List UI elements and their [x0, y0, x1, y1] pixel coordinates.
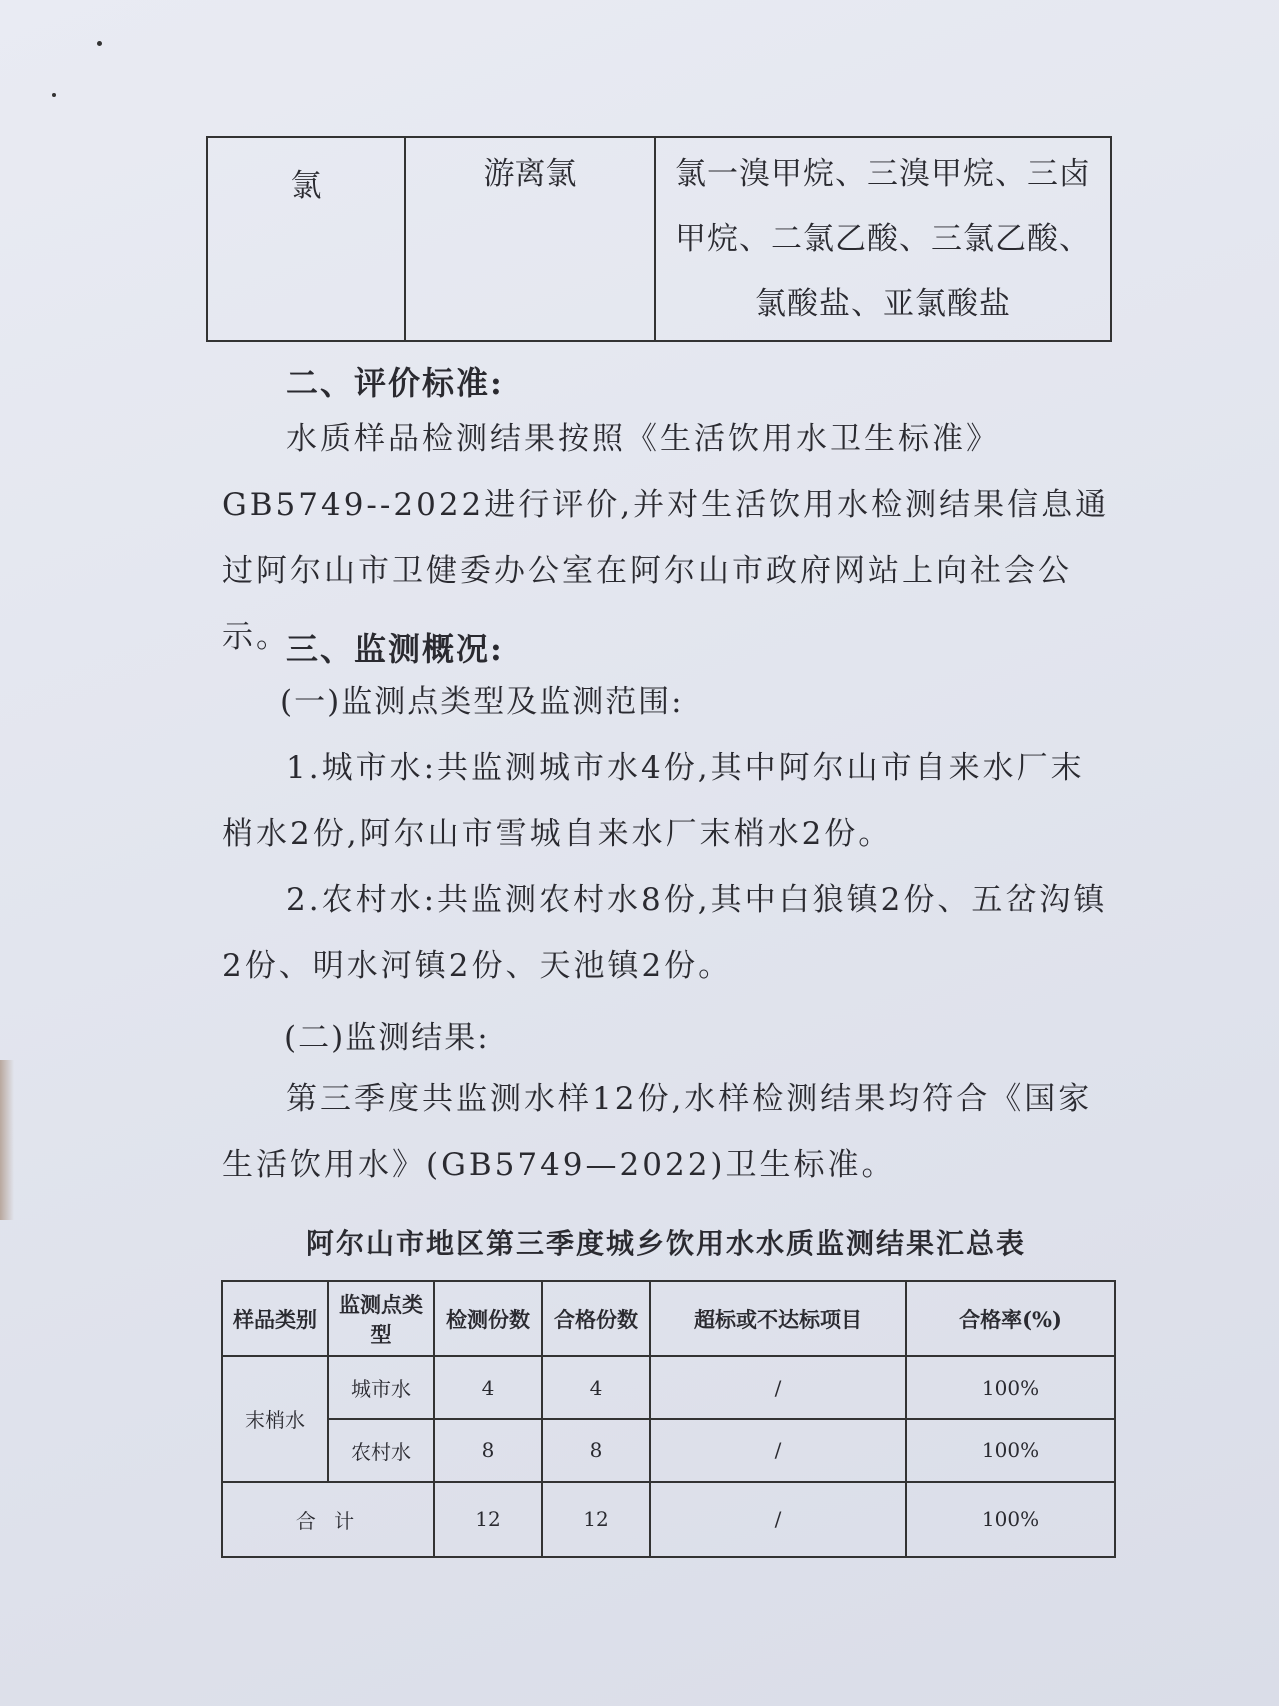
- section-heading-standards: 二、评价标准:: [286, 364, 504, 402]
- rate-cell: 100%: [906, 1419, 1115, 1482]
- subheading-scope: (一)监测点类型及监测范围:: [280, 684, 684, 720]
- table-row: [222, 1419, 1115, 1482]
- city-water-paragraph: [222, 735, 1110, 867]
- table-row: [222, 1356, 1115, 1419]
- header-cell: 样品类别: [222, 1281, 328, 1356]
- passed-cell: 8: [542, 1419, 650, 1482]
- table-header-row: [222, 1281, 1115, 1356]
- top-table-cell-1: 氯: [207, 137, 405, 341]
- top-table-line: 氯一溴甲烷、三溴甲烷、三卤: [675, 156, 1091, 192]
- subheading-results: (二)监测结果:: [284, 1020, 490, 1056]
- top-table-cell-2: 游离氯: [405, 137, 655, 341]
- results-paragraph: [222, 1066, 1110, 1198]
- results-text: 第三季度共监测水样12份,水样检测结果均符合《国家生活饮用水》(GB5749—2022)卫生标准。: [222, 1081, 1093, 1183]
- header-cell: 合格份数: [542, 1281, 650, 1356]
- punch-mark: [97, 41, 102, 46]
- city-water-text: 1.城市水:共监测城市水4份,其中阿尔山市自来水厂末梢水2份,阿尔山市雪城自来水厂末梢水2份。: [222, 750, 1085, 852]
- category-cell: 末梢水: [222, 1356, 328, 1482]
- header-cell: 监测点类型: [328, 1281, 434, 1356]
- exceed-cell: /: [650, 1419, 906, 1482]
- top-table: [206, 136, 1112, 342]
- rural-water-paragraph: [222, 867, 1110, 999]
- rate-cell: 100%: [906, 1482, 1115, 1557]
- top-table-cell-3: [655, 137, 1111, 341]
- header-cell: 合格率(%): [906, 1281, 1115, 1356]
- type-cell: 农村水: [328, 1419, 434, 1482]
- header-cell: 超标或不达标项目: [650, 1281, 906, 1356]
- rate-cell: 100%: [906, 1356, 1115, 1419]
- table-total-row: [222, 1482, 1115, 1557]
- rural-water-text: 2.农村水:共监测农村水8份,其中白狼镇2份、五岔沟镇2份、明水河镇2份、天池镇2份。: [222, 882, 1108, 984]
- results-table: [221, 1280, 1116, 1558]
- passed-cell: 12: [542, 1482, 650, 1557]
- punch-mark: [52, 93, 56, 97]
- exceed-cell: /: [650, 1482, 906, 1557]
- tested-cell: 12: [434, 1482, 542, 1557]
- header-cell: 检测份数: [434, 1281, 542, 1356]
- exceed-cell: /: [650, 1356, 906, 1419]
- section-heading-overview: 三、监测概况:: [286, 630, 504, 668]
- type-cell: 城市水: [328, 1356, 434, 1419]
- page-edge-shadow: [0, 1060, 14, 1220]
- standards-text: 水质样品检测结果按照《生活饮用水卫生标准》GB5749--2022进行评价,并对生活饮用水检测结果信息通过阿尔山市卫健委办公室在阿尔山市政府网站上向社会公示。: [222, 421, 1110, 655]
- tested-cell: 8: [434, 1419, 542, 1482]
- passed-cell: 4: [542, 1356, 650, 1419]
- top-table-line: 甲烷、二氯乙酸、三氯乙酸、: [675, 221, 1091, 257]
- tested-cell: 4: [434, 1356, 542, 1419]
- total-label-cell: 合 计: [222, 1482, 434, 1557]
- results-table-title: 阿尔山市地区第三季度城乡饮用水水质监测结果汇总表: [305, 1227, 1026, 1260]
- top-table-line: 氯酸盐、亚氯酸盐: [755, 286, 1011, 322]
